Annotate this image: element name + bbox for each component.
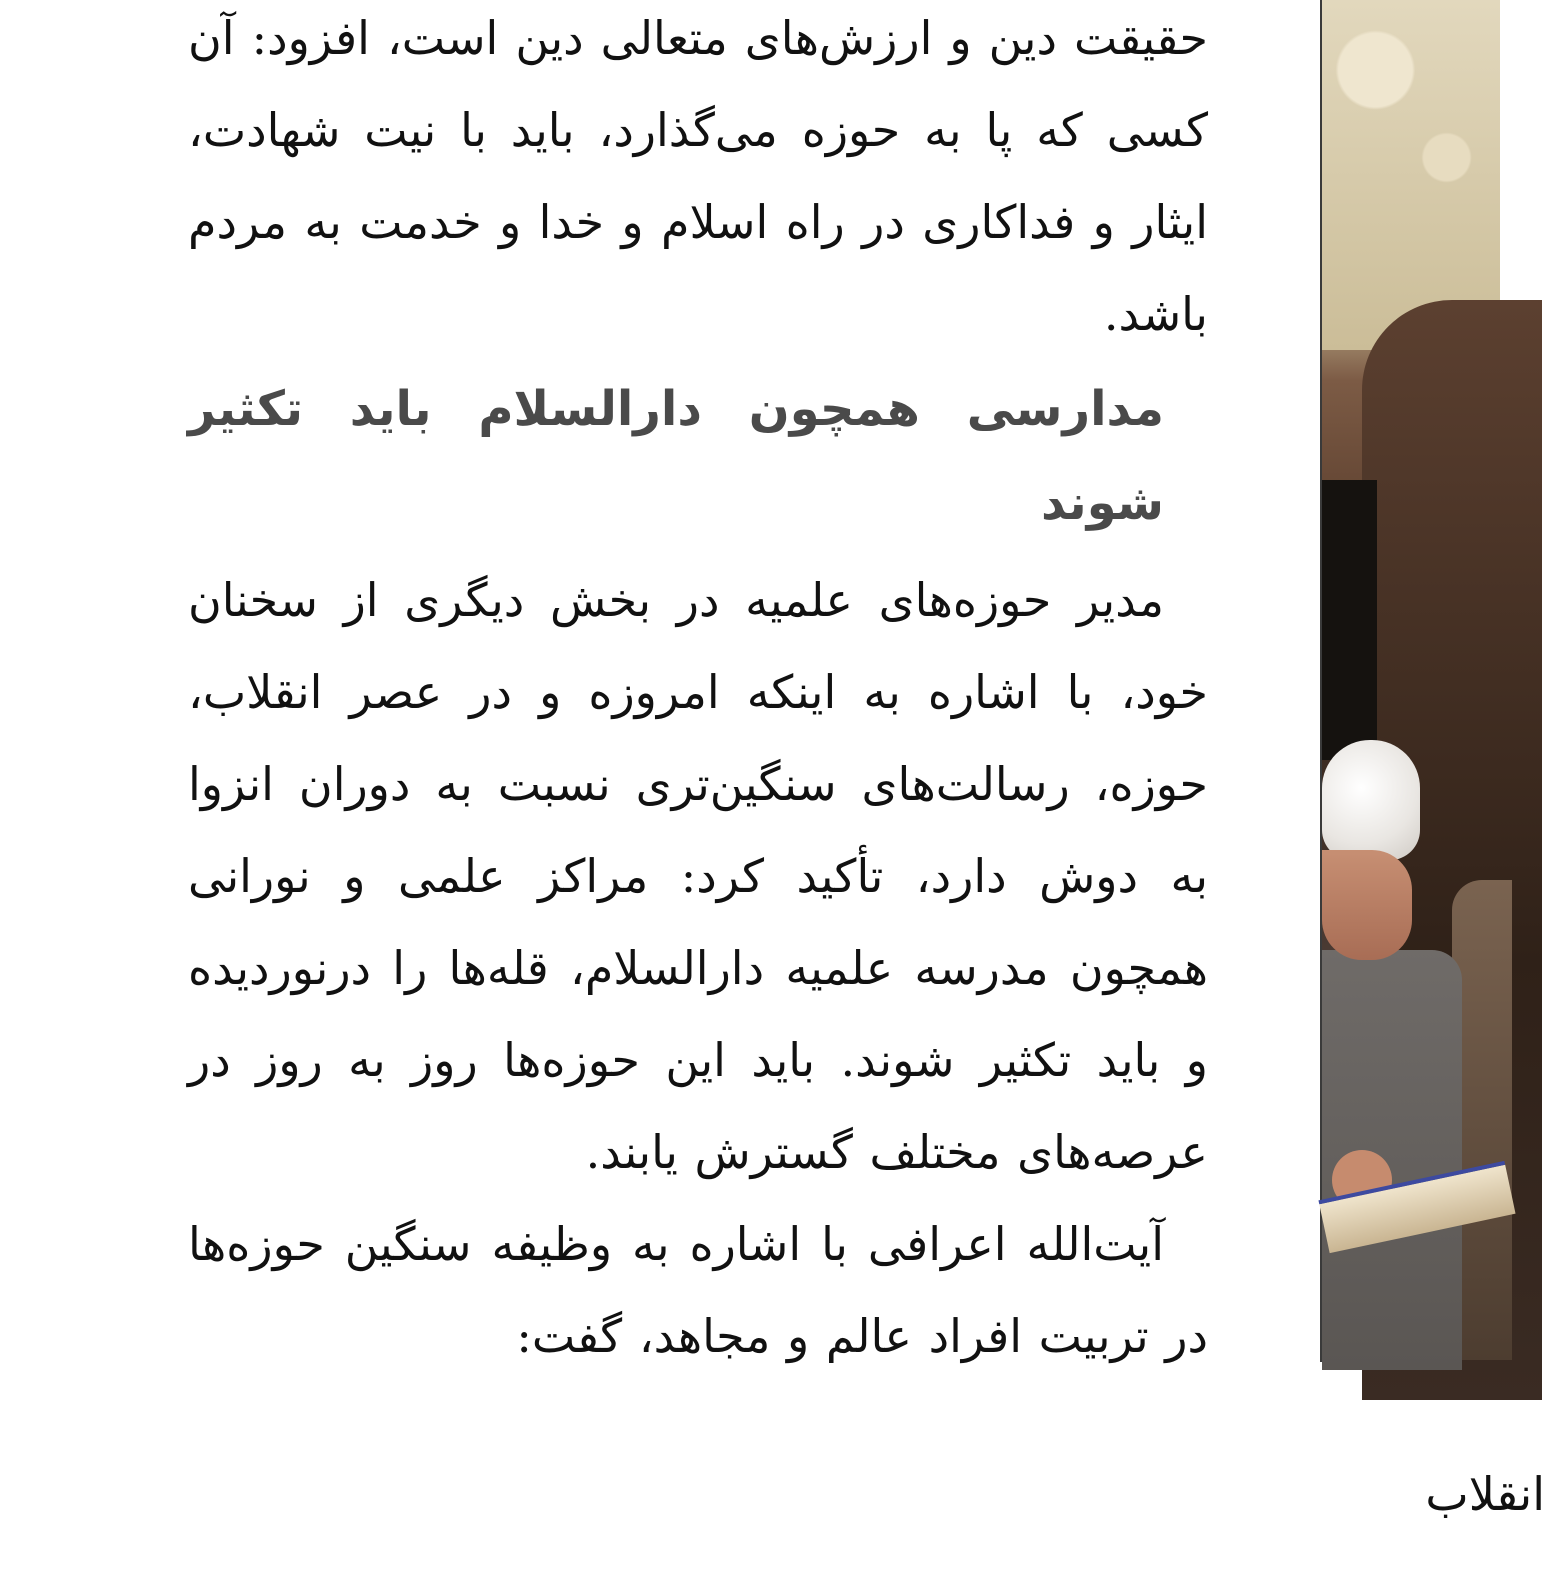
article-photo bbox=[1320, 0, 1500, 1362]
article-paragraph: آیت‌الله اعرافی با اشاره به وظیفه سنگین حوزه‌ها در تربیت افراد عالم و مجاهد، گفت: bbox=[188, 1217, 1208, 1363]
photo-turban bbox=[1322, 740, 1420, 860]
photo-student-face bbox=[1322, 850, 1412, 960]
article-subheading: مدارسی همچون دارالسلام باید تکثیر شوند bbox=[188, 381, 1164, 531]
article-paragraph: مدیر حوزه‌های علمیه در بخش دیگری از سخنان خود، با اشاره به اینکه امروزه و در عصر انقلاب، حوزه، رسالت‌های سنگین‌تری نسبت به دوران انزوا به دوش دارد، تأکید کرد: مراکز علمی و نورانی همچون مدرسه علمیه دارالسلام، قله‌ها را درنوردیده و باید تکثیر شوند. باید این حوزه‌ها روز به روز در عرصه‌های مختلف گسترش یابند. bbox=[188, 573, 1208, 1179]
photo-caption: انقلاب bbox=[1425, 1467, 1545, 1521]
article-paragraph: حقیقت دین و ارزش‌های متعالی دین است، افزود: آن کسی که پا به حوزه می‌گذارد، باید با نیت شهادت، ایثار و فداکاری در راه اسلام و خدا و خدمت به مردم باشد. bbox=[188, 11, 1208, 341]
photo-background-wall bbox=[1322, 0, 1500, 350]
photo-shadow bbox=[1322, 480, 1377, 760]
article-body bbox=[188, 0, 1208, 1382]
